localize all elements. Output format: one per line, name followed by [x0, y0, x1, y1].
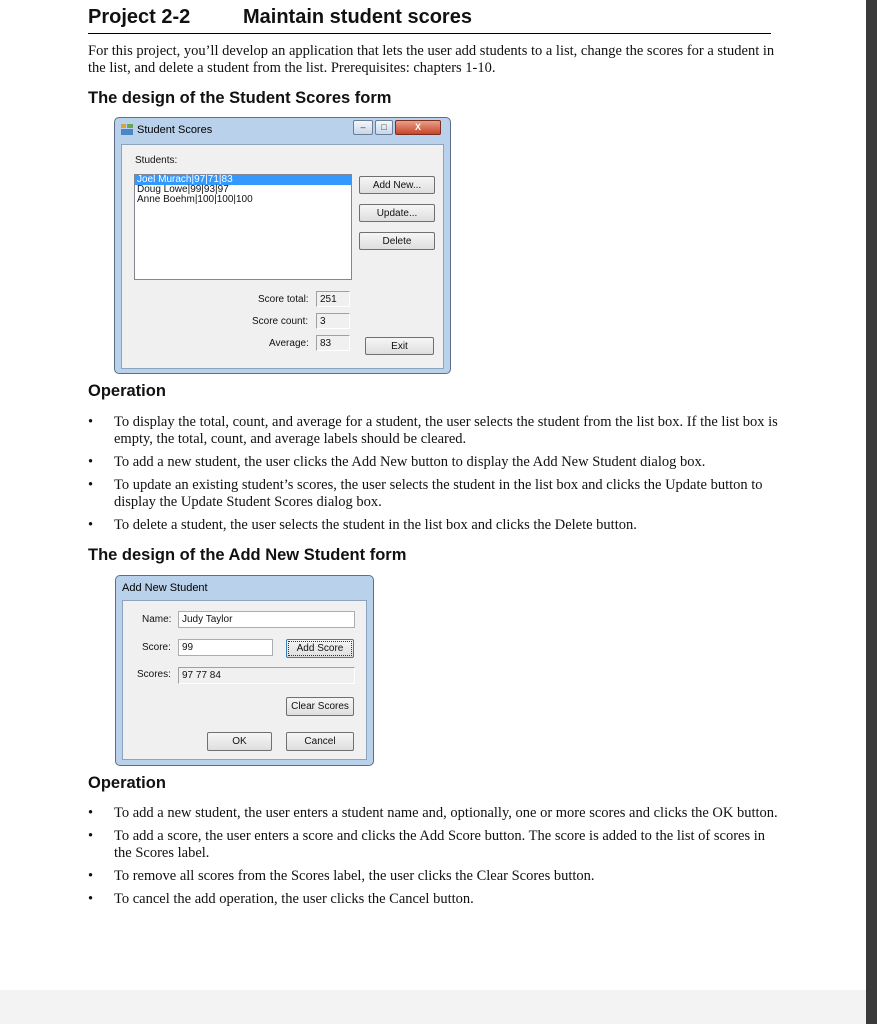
bullet-icon: • [88, 517, 94, 533]
bullet-icon: • [88, 414, 94, 430]
add-new-button[interactable]: Add New... [359, 176, 435, 194]
add-student-title: Add New Student [122, 582, 208, 594]
score-total-value: 251 [316, 291, 350, 307]
bullet-icon: • [88, 868, 94, 884]
score-label: Score: [142, 642, 171, 653]
student-list-item[interactable]: Joel Murach|97|71|83 [135, 175, 351, 185]
add-student-window [115, 575, 374, 766]
bullet-icon: • [88, 454, 94, 470]
list-item: • To display the total, count, and average for a student, the user selects the student from the list box. If the list box is empty, the total, count, and average labels should be cleared. [88, 414, 778, 447]
name-label: Name: [142, 614, 172, 625]
student-scores-window [114, 117, 451, 374]
list-item: • To add a score, the user enters a score and clicks the Add Score button. The score is added to the list of scores in the Scores label. [88, 828, 766, 861]
exit-button[interactable]: Exit [365, 337, 434, 355]
section-title-student-scores: The design of the Student Scores form [88, 89, 392, 107]
student-list-item[interactable]: Anne Boehm|100|100|100 [137, 194, 253, 205]
close-button[interactable]: X [395, 120, 441, 135]
delete-button[interactable]: Delete [359, 232, 435, 250]
average-value: 83 [316, 335, 350, 351]
student-scores-titlebar [115, 118, 450, 142]
update-button[interactable]: Update... [359, 204, 435, 222]
maximize-button[interactable]: □ [375, 120, 393, 135]
name-input[interactable]: Judy Taylor [178, 611, 355, 628]
section-title-add-student: The design of the Add New Student form [88, 546, 407, 564]
score-input[interactable]: 99 [178, 639, 273, 656]
project-number: Project 2-2 [88, 6, 191, 28]
project-title: Maintain student scores [243, 6, 472, 28]
minimize-button[interactable]: – [353, 120, 373, 135]
bullet-icon: • [88, 891, 94, 907]
page-bottom-margin [0, 990, 866, 1024]
page-heading [88, 6, 472, 29]
students-label: Students: [135, 155, 178, 166]
app-form-icon [121, 124, 133, 135]
add-score-button[interactable]: Add Score [286, 639, 354, 658]
bullet-icon: • [88, 805, 94, 821]
list-item: • To add a new student, the user enters a student name and, optionally, one or more scores and clicks the OK button. [88, 805, 778, 821]
scores-label: Scores: [137, 669, 171, 680]
list-item: • To update an existing student’s scores, the user selects the student in the list box and clicks the Update button to display the Update Student Scores dialog box. [88, 477, 763, 510]
score-count-label: Score count: [252, 316, 309, 327]
list-item: • To delete a student, the user selects the student in the list box and clicks the Delete button. [88, 517, 637, 533]
operation-title-1: Operation [88, 382, 166, 400]
clear-scores-button[interactable]: Clear Scores [286, 697, 354, 716]
cancel-button[interactable]: Cancel [286, 732, 354, 751]
student-scores-title: Student Scores [137, 124, 213, 136]
score-count-value: 3 [316, 313, 350, 329]
operation-list-2 [88, 805, 778, 914]
score-total-label: Score total: [258, 294, 309, 305]
add-student-client [122, 600, 367, 760]
list-item: • To add a new student, the user clicks the Add New button to display the Add New Student dialog box. [88, 454, 706, 470]
average-label: Average: [269, 338, 309, 349]
students-listbox[interactable] [134, 174, 352, 280]
intro-paragraph: For this project, you’ll develop an application that lets the user add students to a list, change the scores for a student in the list, and delete a student from the list. Prerequisites: chapters 1-10. [88, 43, 775, 76]
scores-value: 97 77 84 [178, 667, 355, 684]
operation-title-2: Operation [88, 774, 166, 792]
add-student-titlebar [116, 576, 373, 600]
bullet-icon: • [88, 477, 94, 493]
heading-rule [88, 33, 771, 34]
student-list-item[interactable]: Doug Lowe|99|93|97 [137, 184, 229, 195]
list-item: • To remove all scores from the Scores label, the user clicks the Clear Scores button. [88, 868, 595, 884]
bullet-icon: • [88, 828, 94, 844]
operation-list-1 [88, 414, 778, 540]
list-item: • To cancel the add operation, the user clicks the Cancel button. [88, 891, 474, 907]
ok-button[interactable]: OK [207, 732, 272, 751]
student-scores-client [121, 144, 444, 369]
page-scrollbar-edge [866, 0, 877, 1024]
